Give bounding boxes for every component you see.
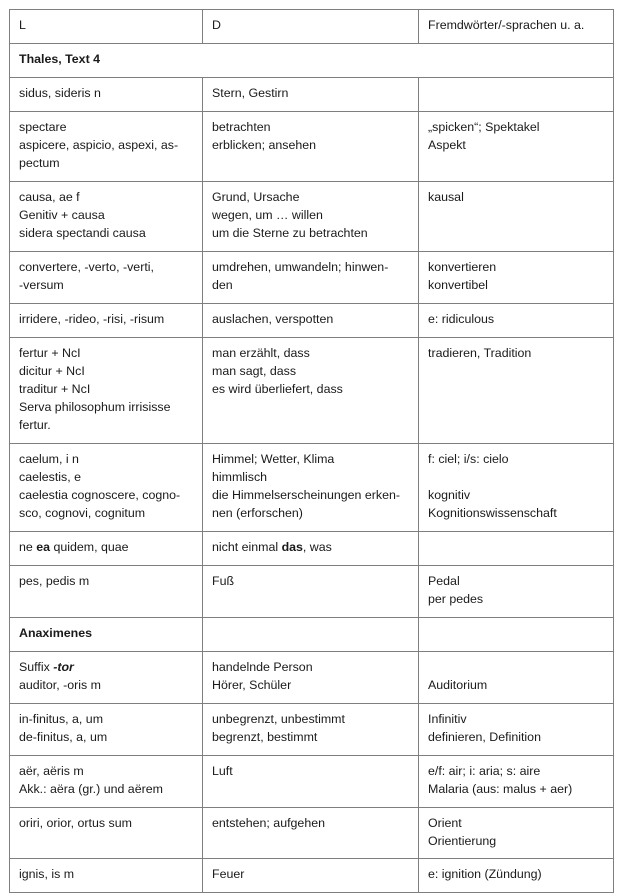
german-cell <box>203 181 419 251</box>
foreign-cell <box>419 443 614 531</box>
cell-line: aër, aëris m <box>19 763 84 778</box>
cell-line: unbegrenzt, unbestimmt <box>212 711 345 726</box>
latin-cell <box>10 755 203 807</box>
table-row <box>10 565 614 617</box>
table-row <box>10 251 614 303</box>
cell-line: Himmel; Wetter, Klima <box>212 451 335 466</box>
german-cell <box>203 807 419 859</box>
foreign-cell <box>419 337 614 443</box>
table-row <box>10 807 614 859</box>
cell-line: convertere, -verto, -verti, <box>19 259 154 274</box>
cell-line: traditur + NcI <box>19 381 91 396</box>
cell-line: sco, cognovi, cognitum <box>19 505 146 520</box>
german-cell <box>203 303 419 337</box>
cell-line: -versum <box>19 277 64 292</box>
latin-cell <box>10 251 203 303</box>
cell-line: Fremdwörter/-sprachen u. a. <box>428 18 585 32</box>
section-heading-row <box>10 43 614 77</box>
section-title-cell <box>10 617 203 651</box>
german-cell: nicht einmal das, was <box>203 531 419 565</box>
cell-line: per pedes <box>428 591 484 606</box>
cell-line: fertur. <box>19 417 51 432</box>
cell-line: sidus, sideris n <box>19 85 101 100</box>
column-header-foreign <box>419 10 614 44</box>
table-row <box>10 651 614 703</box>
cell-line: himmlisch <box>212 469 268 484</box>
cell-line: f: ciel; i/s: cielo <box>428 451 509 466</box>
cell-line: man sagt, dass <box>212 363 297 378</box>
foreign-cell <box>419 531 614 565</box>
cell-line: L <box>19 18 26 32</box>
column-header-latin <box>10 10 203 44</box>
cell-line: Stern, Gestirn <box>212 85 289 100</box>
section-empty-cell <box>203 617 419 651</box>
german-cell <box>203 859 419 893</box>
cell-line: um die Sterne zu betrachten <box>212 225 368 240</box>
german-cell <box>203 337 419 443</box>
foreign-cell: Auditorium <box>419 651 614 703</box>
german-cell <box>203 111 419 181</box>
latin-cell: ne ea quidem, quae <box>10 531 203 565</box>
cell-line: in-finitus, a, um <box>19 711 104 726</box>
cell-line: nen (erforschen) <box>212 505 303 520</box>
latin-cell <box>10 565 203 617</box>
cell-line: Anaximenes <box>19 625 93 640</box>
cell-line: definieren, Definition <box>428 729 541 744</box>
section-title-cell <box>10 43 614 77</box>
cell-line: Aspekt <box>428 137 466 152</box>
cell-line: Genitiv + causa <box>19 207 105 222</box>
cell-line: Orientierung <box>428 833 497 848</box>
table-row <box>10 303 614 337</box>
foreign-cell <box>419 111 614 181</box>
table-row <box>10 443 614 531</box>
cell-line: konvertibel <box>428 277 488 292</box>
foreign-cell <box>419 181 614 251</box>
cell-line: e: ridiculous <box>428 311 495 326</box>
cell-line: fertur + NcI <box>19 345 81 360</box>
section-empty-cell <box>419 617 614 651</box>
cell-line: e: ignition (Zündung) <box>428 867 542 882</box>
cell-line: Fuß <box>212 573 235 588</box>
latin-cell <box>10 443 203 531</box>
cell-line: aspicere, aspicio, aspexi, as- <box>19 137 179 152</box>
german-cell <box>203 565 419 617</box>
cell-line: kausal <box>428 189 464 204</box>
foreign-cell <box>419 251 614 303</box>
german-cell <box>203 77 419 111</box>
cell-line: irridere, -rideo, -risi, -risum <box>19 311 165 326</box>
cell-line: wegen, um … willen <box>212 207 323 222</box>
foreign-cell <box>419 755 614 807</box>
german-cell <box>203 703 419 755</box>
latin-cell <box>10 111 203 181</box>
latin-cell <box>10 703 203 755</box>
table-row <box>10 755 614 807</box>
cell-line: erblicken; ansehen <box>212 137 317 152</box>
cell-line: auslachen, verspotten <box>212 311 334 326</box>
cell-line: entstehen; aufgehen <box>212 815 325 830</box>
latin-cell <box>10 807 203 859</box>
table-row <box>10 337 614 443</box>
cell-line: Feuer <box>212 867 245 882</box>
cell-line: spectare <box>19 119 67 134</box>
table-row <box>10 531 614 565</box>
cell-line: konvertieren <box>428 259 497 274</box>
cell-line: D <box>212 18 221 32</box>
cell-line: sidera spectandi causa <box>19 225 146 240</box>
cell-line: Malaria (aus: malus + aer) <box>428 781 573 796</box>
cell-line: ignis, is m <box>19 867 75 882</box>
cell-line: Luft <box>212 763 233 778</box>
cell-line: caelestia cognoscere, cogno- <box>19 487 181 502</box>
cell-line: Infinitiv <box>428 711 467 726</box>
latin-cell <box>10 859 203 893</box>
cell-line: de-finitus, a, um <box>19 729 108 744</box>
cell-line: pectum <box>19 155 60 170</box>
table-row <box>10 859 614 893</box>
german-cell <box>203 755 419 807</box>
table-row <box>10 703 614 755</box>
table-body <box>10 10 614 893</box>
cell-line: oriri, orior, ortus sum <box>19 815 132 830</box>
cell-line: kognitiv <box>428 487 471 502</box>
cell-line: causa, ae f <box>19 189 80 204</box>
latin-cell <box>10 337 203 443</box>
cell-line: pes, pedis m <box>19 573 90 588</box>
cell-line: Orient <box>428 815 462 830</box>
latin-cell <box>10 303 203 337</box>
cell-line: den <box>212 277 233 292</box>
foreign-cell <box>419 77 614 111</box>
cell-line: caelum, i n <box>19 451 79 466</box>
vocabulary-table <box>9 9 614 893</box>
foreign-cell <box>419 859 614 893</box>
cell-line: caelestis, e <box>19 469 81 484</box>
foreign-cell <box>419 565 614 617</box>
cell-line: umdrehen, umwandeln; hinwen- <box>212 259 389 274</box>
cell-line: es wird überliefert, dass <box>212 381 343 396</box>
cell-line: Akk.: aëra (gr.) und aërem <box>19 781 163 796</box>
foreign-cell <box>419 303 614 337</box>
foreign-cell <box>419 807 614 859</box>
column-header-german <box>203 10 419 44</box>
cell-line: Kognitionswissenschaft <box>428 505 557 520</box>
german-cell <box>203 443 419 531</box>
table-row <box>10 181 614 251</box>
cell-line: man erzählt, dass <box>212 345 310 360</box>
cell-line: Grund, Ursache <box>212 189 300 204</box>
cell-line: e/f: air; i: aria; s: aire <box>428 763 541 778</box>
section-heading-row <box>10 617 614 651</box>
cell-line: tradieren, Tradition <box>428 345 532 360</box>
table-row <box>10 77 614 111</box>
table-row <box>10 111 614 181</box>
cell-line: die Himmelserscheinungen erken- <box>212 487 401 502</box>
latin-cell <box>10 181 203 251</box>
german-cell <box>203 251 419 303</box>
cell-line: betrachten <box>212 119 271 134</box>
cell-line: Thales, Text 4 <box>19 51 101 66</box>
cell-line: dicitur + NcI <box>19 363 85 378</box>
table-header-row <box>10 10 614 44</box>
latin-cell: Suffix -tor auditor, -oris m <box>10 651 203 703</box>
cell-line: Pedal <box>428 573 460 588</box>
latin-cell <box>10 77 203 111</box>
foreign-cell <box>419 703 614 755</box>
cell-line: „spicken“; Spektakel <box>428 119 540 134</box>
german-cell: handelnde Person Hörer, Schüler <box>203 651 419 703</box>
cell-line: begrenzt, bestimmt <box>212 729 318 744</box>
cell-line: Serva philosophum irrisisse <box>19 399 171 414</box>
